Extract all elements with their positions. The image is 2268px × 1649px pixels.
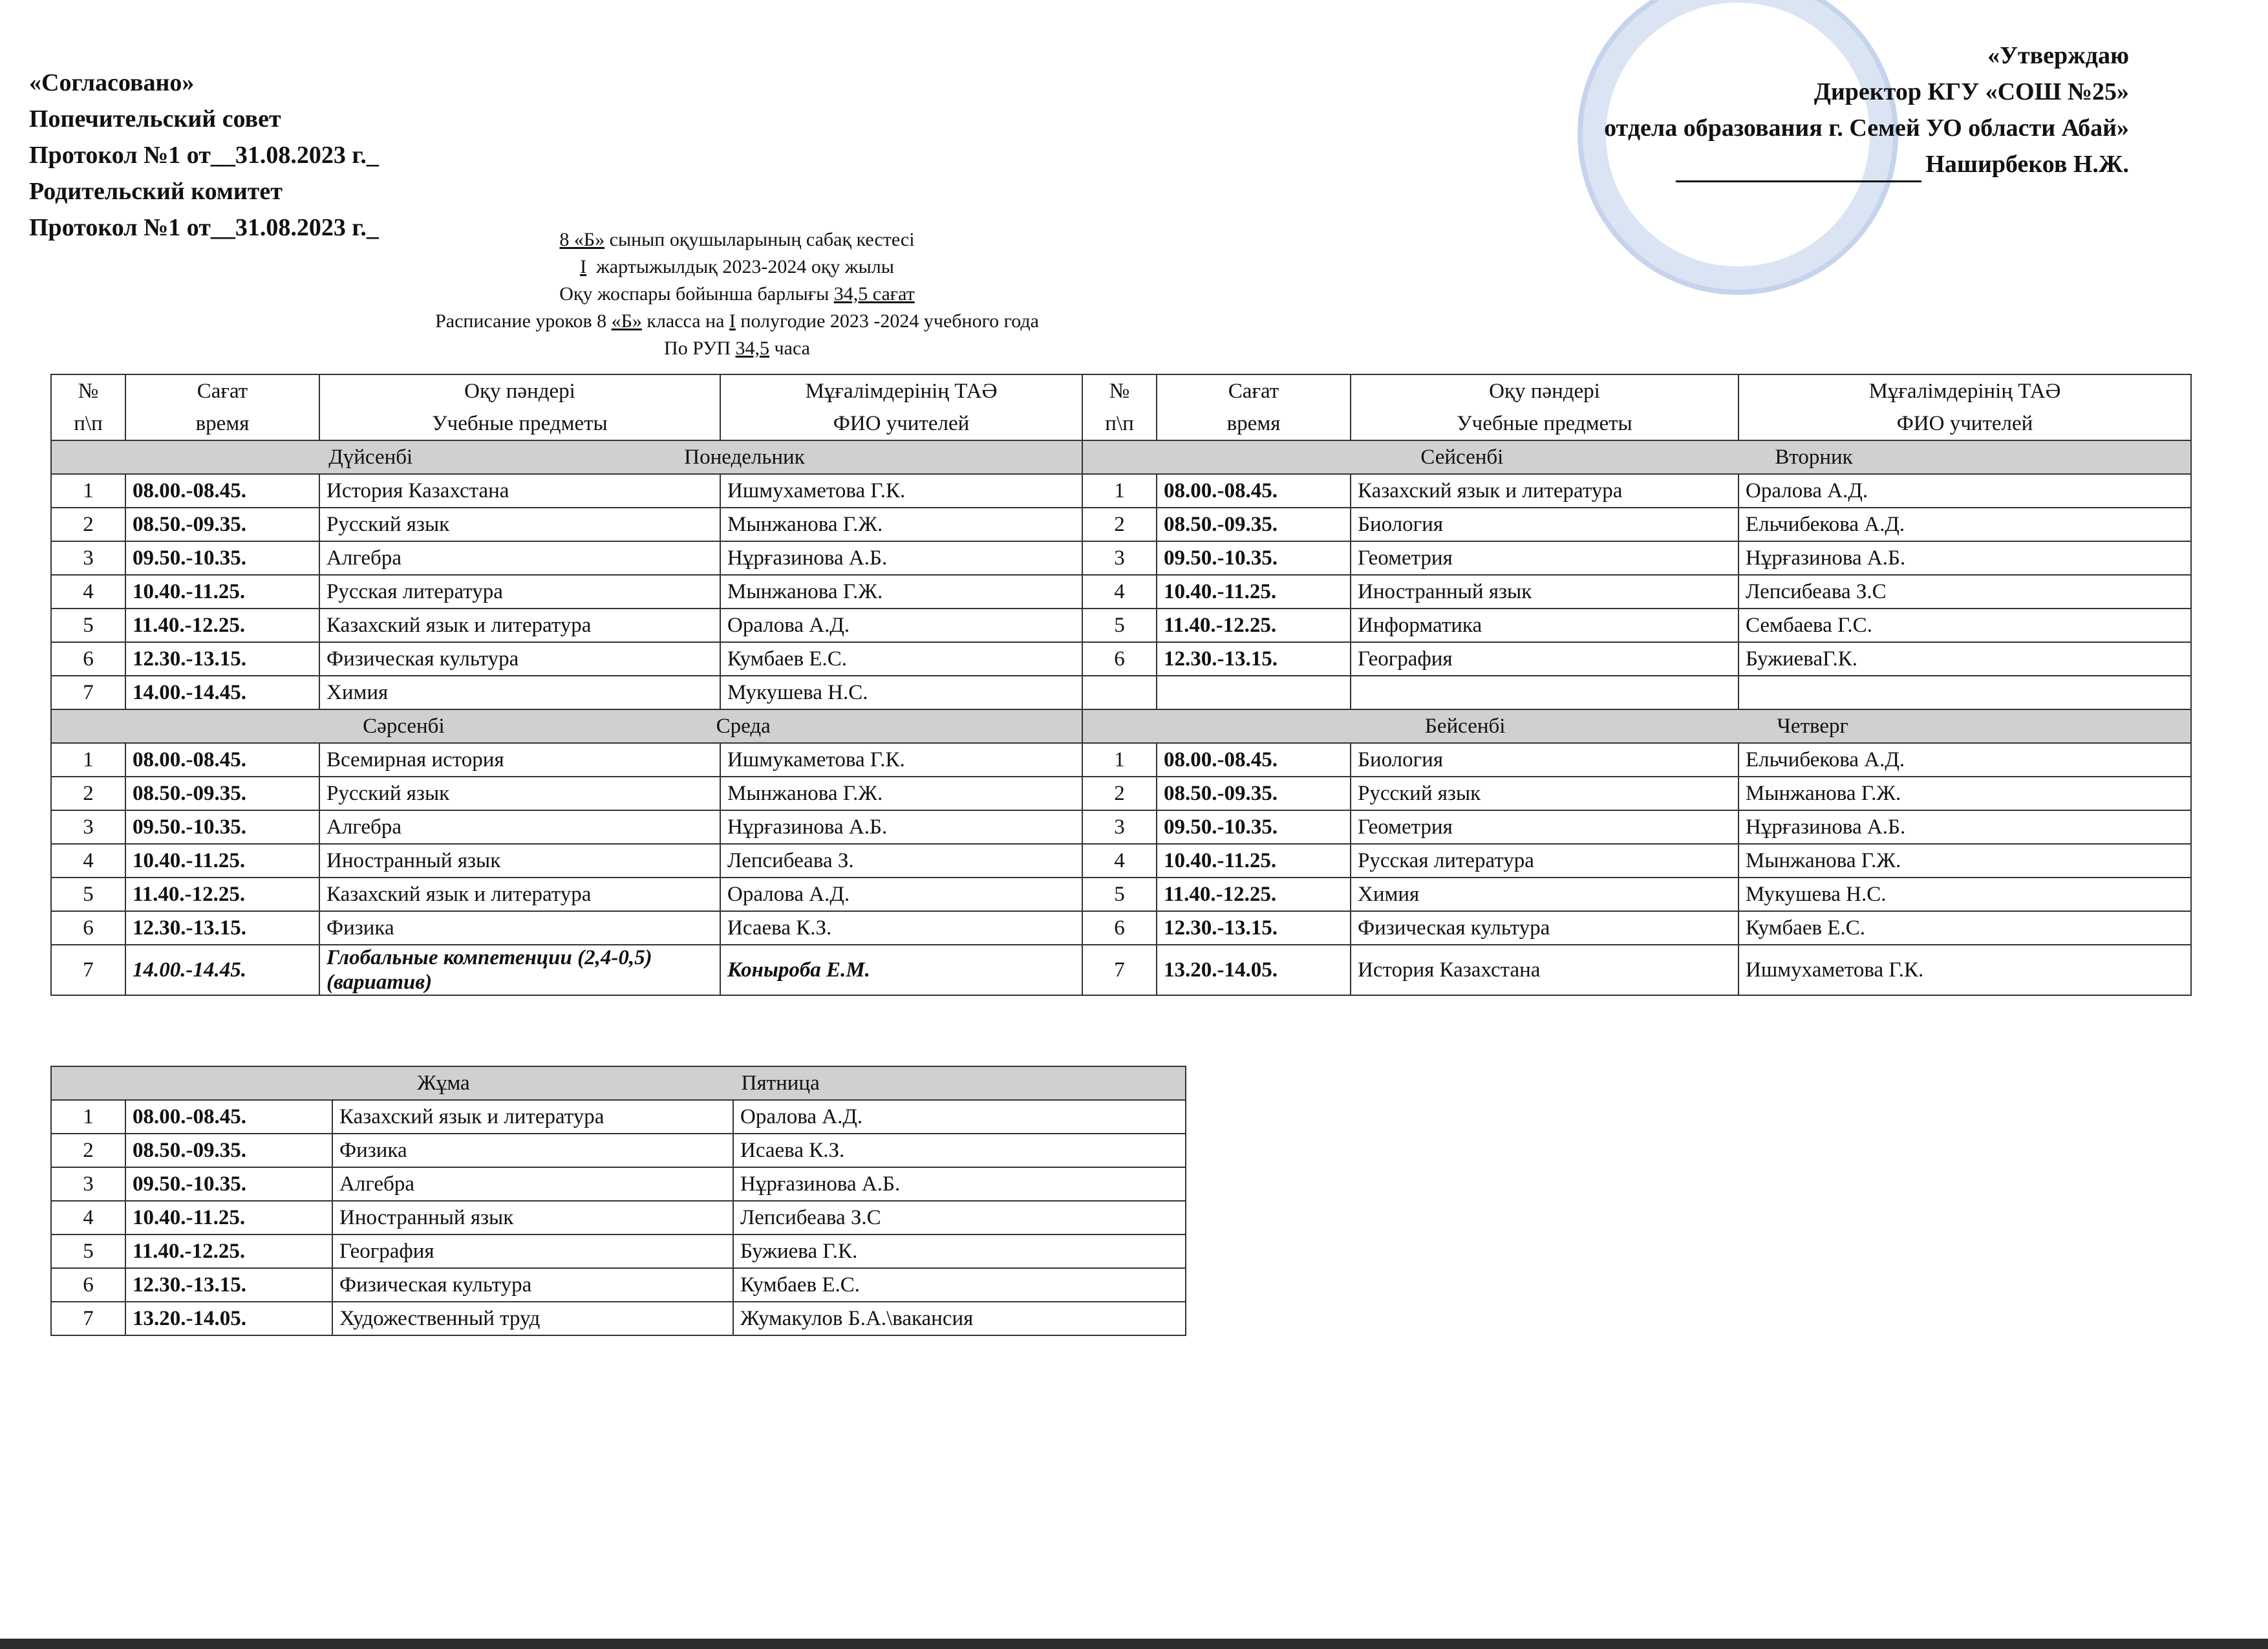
signature-line [1604,146,2129,182]
lesson-number: 6 [51,1268,125,1302]
lesson-number: 6 [51,911,125,945]
lesson-time: 13.20.-14.05. [1157,945,1351,995]
lesson-teacher: Нұрғазинова А.Б. [720,810,1082,844]
lesson-time: 09.50.-10.35. [125,810,319,844]
lesson-number: 2 [51,508,125,541]
lesson-teacher: Мынжанова Г.Ж. [720,508,1082,541]
lesson-time: 12.30.-13.15. [125,911,319,945]
table-row [51,609,2191,642]
day-header-monday: Дүйсенбі Понедельник [51,440,1082,474]
lesson-number: 1 [51,474,125,508]
col-subject-header: Оқу пәндері Учебные предметы [319,374,720,440]
table-row [51,1134,1186,1167]
trustee-protocol-line: Протокол №1 от__31.08.2023 г._ [29,142,379,169]
lesson-time: 10.40.-11.25. [1157,575,1351,609]
lesson-time: 11.40.-12.25. [1157,878,1351,911]
scanner-edge-bar [0,1639,2268,1649]
approval-approved-block [1604,38,2129,182]
lesson-subject: Алгебра [319,541,720,575]
col-subject-header: Оқу пәндері Учебные предметы [1351,374,1738,440]
schedule-titles [0,226,1474,362]
signature-blank [1676,155,1921,182]
column-header-row [51,374,2191,440]
lesson-teacher: Бужиева Г.К. [733,1234,1186,1268]
lesson-subject: Русский язык [1351,777,1738,810]
table-row [51,945,2191,995]
lesson-subject: Биология [1351,508,1738,541]
lesson-number: 7 [51,1302,125,1335]
day-header-tuesday: Сейсенбі Вторник [1082,440,2191,474]
lesson-number: 4 [1082,575,1157,609]
lesson-teacher: Кумбаев Е.С. [1738,911,2191,945]
lesson-subject: История Казахстана [319,474,720,508]
col-number-header: № п\п [1082,374,1157,440]
lesson-teacher: Мынжанова Г.Ж. [1738,777,2191,810]
lesson-number: 7 [1082,945,1157,995]
lesson-time: 14.00.-14.45. [125,945,319,995]
lesson-number: 3 [51,541,125,575]
lesson-time: 10.40.-11.25. [125,844,319,878]
col-time-header: Сағат время [1157,374,1351,440]
approval-agreed-block [29,65,379,246]
lesson-teacher: Мынжанова Г.Ж. [1738,844,2191,878]
lesson-teacher: Коныроба Е.М. [720,945,1082,995]
table-row [51,1100,1186,1134]
lesson-subject: Иностранный язык [319,844,720,878]
table-row [51,508,2191,541]
day-header-thursday: Бейсенбі Четверг [1082,709,2191,743]
table-row [51,642,2191,676]
lesson-number: 5 [51,609,125,642]
lesson-subject: Физическая культура [319,642,720,676]
title-kz-line2: I жартыжылдық 2023-2024 оқу жылы [580,256,894,277]
lesson-number: 3 [51,810,125,844]
lesson-teacher: Оралова А.Д. [733,1100,1186,1134]
lesson-teacher: Лепсибеава З. [720,844,1082,878]
empty-cell [1157,676,1351,709]
lesson-number: 4 [51,844,125,878]
lesson-subject: Химия [319,676,720,709]
lesson-time: 11.40.-12.25. [125,1234,332,1268]
lesson-time: 08.50.-09.35. [1157,508,1351,541]
lesson-time: 08.50.-09.35. [125,777,319,810]
lesson-time: 12.30.-13.15. [1157,642,1351,676]
lesson-time: 10.40.-11.25. [125,1201,332,1234]
lesson-number: 1 [51,1100,125,1134]
lesson-subject: География [1351,642,1738,676]
lesson-time: 08.50.-09.35. [125,508,319,541]
lesson-time: 08.00.-08.45. [125,1100,332,1134]
parent-committee-label: Родительский комитет [29,178,283,205]
lesson-teacher: Мукушева Н.С. [720,676,1082,709]
lesson-time: 11.40.-12.25. [1157,609,1351,642]
director-name: Наширбеков Н.Ж. [1925,151,2129,178]
lesson-number: 2 [51,1134,125,1167]
lesson-time: 08.00.-08.45. [1157,743,1351,777]
friday-table [50,1066,1186,1336]
table-row [51,1234,1186,1268]
empty-cell [1082,676,1157,709]
lesson-subject: Алгебра [319,810,720,844]
lesson-time: 08.50.-09.35. [125,1134,332,1167]
lesson-subject: Русский язык [319,508,720,541]
title-kz-line1: 8 «Б» сынып оқушыларының сабақ кестесі [559,229,915,250]
lesson-number: 2 [51,777,125,810]
lesson-number: 5 [1082,878,1157,911]
lesson-time: 12.30.-13.15. [125,1268,332,1302]
lesson-teacher: БужиеваГ.К. [1738,642,2191,676]
lesson-teacher: Нұрғазинова А.Б. [1738,541,2191,575]
lesson-number: 3 [51,1167,125,1201]
lesson-teacher: Ишмукаметова Г.К. [720,743,1082,777]
lesson-number: 6 [1082,642,1157,676]
lesson-teacher: Нұрғазинова А.Б. [733,1167,1186,1201]
lesson-subject: Физическая культура [1351,911,1738,945]
title-ru-line2: По РУП 34,5 часа [664,338,810,359]
lesson-subject: Физика [332,1134,733,1167]
lesson-number: 6 [1082,911,1157,945]
table-row [51,743,2191,777]
table-row [51,844,2191,878]
title-ru-line1: Расписание уроков 8 «Б» класса на I полугодие 2023 -2024 учебного года [435,310,1039,332]
table-row [51,911,2191,945]
day-header-wednesday: Сәрсенбі Среда [51,709,1082,743]
lesson-time: 08.00.-08.45. [1157,474,1351,508]
lesson-number: 1 [1082,474,1157,508]
table-row [51,777,2191,810]
day-header-friday: Жұма Пятница [51,1066,1186,1100]
lesson-teacher: Кумбаев Е.С. [720,642,1082,676]
lesson-teacher: Ельчибекова А.Д. [1738,508,2191,541]
col-number-header: № п\п [51,374,125,440]
col-time-header: Сағат время [125,374,319,440]
table-row [51,1302,1186,1335]
lesson-teacher: Нұрғазинова А.Б. [1738,810,2191,844]
lesson-teacher: Оралова А.Д. [1738,474,2191,508]
lesson-number: 5 [1082,609,1157,642]
lesson-subject: Информатика [1351,609,1738,642]
lesson-time: 10.40.-11.25. [1157,844,1351,878]
lesson-number: 2 [1082,777,1157,810]
approval-agreed-label: «Согласовано» [29,69,195,96]
lesson-teacher: Оралова А.Д. [720,609,1082,642]
day-header-row [51,709,2191,743]
lesson-teacher: Мынжанова Г.Ж. [720,777,1082,810]
lesson-time: 09.50.-10.35. [125,541,319,575]
title-kz-line3: Оқу жоспары бойынша барлығы 34,5 сағат [559,283,915,305]
lesson-teacher: Мынжанова Г.Ж. [720,575,1082,609]
lesson-subject: Глобальные компетенции (2,4-0,5) (вариатив) [319,945,720,995]
lesson-subject: Физика [319,911,720,945]
lesson-number: 1 [51,743,125,777]
table-row [51,878,2191,911]
lesson-time: 09.50.-10.35. [1157,810,1351,844]
table-row [51,810,2191,844]
lesson-number: 6 [51,642,125,676]
lesson-teacher: Жумакулов Б.А.\вакансия [733,1302,1186,1335]
lesson-number: 3 [1082,541,1157,575]
lesson-time: 09.50.-10.35. [125,1167,332,1201]
trustee-council-label: Попечительский совет [29,105,281,133]
lesson-time: 09.50.-10.35. [1157,541,1351,575]
empty-cell [1738,676,2191,709]
lesson-teacher: Ельчибекова А.Д. [1738,743,2191,777]
lesson-number: 4 [1082,844,1157,878]
table-row [51,474,2191,508]
lesson-teacher: Исаева К.З. [720,911,1082,945]
lesson-number: 4 [51,1201,125,1234]
lesson-teacher: Сембаева Г.С. [1738,609,2191,642]
lesson-number: 5 [51,1234,125,1268]
approval-approved-label: «Утверждаю [1987,42,2129,69]
lesson-time: 08.00.-08.45. [125,743,319,777]
table-row [51,1268,1186,1302]
lesson-time: 14.00.-14.45. [125,676,319,709]
lesson-subject: Иностранный язык [332,1201,733,1234]
lesson-number: 7 [51,676,125,709]
lesson-subject: Иностранный язык [1351,575,1738,609]
lesson-time: 08.50.-09.35. [1157,777,1351,810]
lesson-subject: Геометрия [1351,541,1738,575]
lesson-number: 1 [1082,743,1157,777]
lesson-number: 5 [51,878,125,911]
table-row [51,541,2191,575]
lesson-subject: Казахский язык и литература [319,609,720,642]
lesson-time: 08.00.-08.45. [125,474,319,508]
lesson-subject: География [332,1234,733,1268]
lesson-time: 12.30.-13.15. [125,642,319,676]
lesson-subject: Алгебра [332,1167,733,1201]
lesson-subject: Русская литература [1351,844,1738,878]
lesson-teacher: Оралова А.Д. [720,878,1082,911]
col-teacher-header: Мұғалімдерінің ТАӘ ФИО учителей [720,374,1082,440]
lesson-time: 10.40.-11.25. [125,575,319,609]
lesson-number: 2 [1082,508,1157,541]
lesson-subject: Геометрия [1351,810,1738,844]
lesson-time: 13.20.-14.05. [125,1302,332,1335]
day-header-row [51,1066,1186,1100]
lesson-time: 12.30.-13.15. [1157,911,1351,945]
lesson-teacher: Нұрғазинова А.Б. [720,541,1082,575]
table-row [51,575,2191,609]
lesson-teacher: Кумбаев Е.С. [733,1268,1186,1302]
empty-cell [1351,676,1738,709]
lesson-subject: Всемирная история [319,743,720,777]
col-teacher-header: Мұғалімдерінің ТАӘ ФИО учителей [1738,374,2191,440]
lesson-number: 3 [1082,810,1157,844]
lesson-time: 11.40.-12.25. [125,878,319,911]
table-row [51,1167,1186,1201]
lesson-subject: Физическая культура [332,1268,733,1302]
schedule-table [50,374,2192,996]
lesson-subject: Художественный труд [332,1302,733,1335]
lesson-teacher: Лепсибеава З.С [1738,575,2191,609]
lesson-teacher: Лепсибеава З.С [733,1201,1186,1234]
table-row [51,1201,1186,1234]
lesson-teacher: Исаева К.З. [733,1134,1186,1167]
lesson-number: 4 [51,575,125,609]
lesson-subject: Биология [1351,743,1738,777]
lesson-subject: История Казахстана [1351,945,1738,995]
lesson-subject: Казахский язык и литература [332,1100,733,1134]
lesson-subject: Русская литература [319,575,720,609]
director-title: Директор КГУ «СОШ №25» [1813,78,2129,105]
lesson-subject: Русский язык [319,777,720,810]
table-row [51,676,2191,709]
parent-protocol-line: Протокол №1 от__31.08.2023 г._ [29,214,379,241]
lesson-teacher: Ишмухаметова Г.К. [720,474,1082,508]
lesson-teacher: Ишмухаметова Г.К. [1738,945,2191,995]
lesson-subject: Казахский язык и литература [319,878,720,911]
lesson-teacher: Мукушева Н.С. [1738,878,2191,911]
lesson-subject: Химия [1351,878,1738,911]
day-header-row [51,440,2191,474]
lesson-number: 7 [51,945,125,995]
lesson-time: 11.40.-12.25. [125,609,319,642]
department-name: отдела образования г. Семей УО области Абай» [1604,114,2129,142]
lesson-subject: Казахский язык и литература [1351,474,1738,508]
